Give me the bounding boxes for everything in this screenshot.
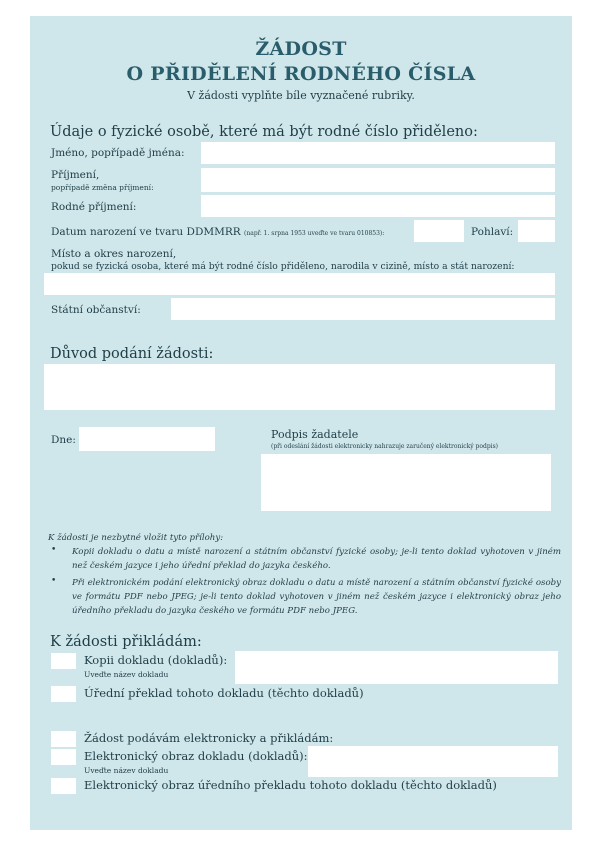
attach-heading: K žádosti přikládám: xyxy=(50,634,202,650)
date-field[interactable] xyxy=(79,427,215,451)
signature-label: Podpis žadatele xyxy=(271,428,359,441)
date-label: Dne: xyxy=(51,434,76,446)
bullet-dot: • xyxy=(51,545,57,555)
electronic-label: Žádost podávám elektronicky a přikládám: xyxy=(84,731,334,745)
surname-sublabel: popřípadě změna příjmení: xyxy=(51,183,154,192)
eimage-label: Elektronický obraz dokladu (dokladů): xyxy=(84,749,308,763)
citizenship-field[interactable] xyxy=(171,298,555,320)
translation-checkbox[interactable] xyxy=(51,686,76,702)
eimage-checkbox[interactable] xyxy=(51,749,76,765)
dob-field[interactable] xyxy=(414,220,464,242)
form-subtitle: V žádosti vyplňte bíle vyznačené rubriky. xyxy=(187,89,415,102)
person-section-heading: Údaje o fyzické osobě, které má být rodné číslo přiděleno: xyxy=(50,124,478,140)
dob-label: Datum narození ve tvaru DDMMRR (např. 1. srpna 1953 uveďte ve tvaru 010853): xyxy=(51,226,385,238)
attachment-bullet-2: Při elektronickém podání elektronický obraz dokladu o datu a místě narození a státním občanství fyzické osoby ve formátu PDF nebo JPEG; je-li tento doklad vyhotoven v jiném než českém jazyce i elektronický obraz jeho úředního překladu do jazyka českého ve formátu PDF nebo JPEG. xyxy=(72,578,561,616)
signature-hint: (při odeslání žádosti elektronicky nahrazuje zaručený elektronický podpis) xyxy=(271,443,499,450)
copy-document-name-field[interactable] xyxy=(235,651,558,684)
birthplace-label: Místo a okres narození, xyxy=(51,248,177,260)
attachments-intro: K žádosti je nezbytné vložit tyto přílohy: xyxy=(48,533,224,543)
etranslation-label: Elektronický obraz úředního překladu tohoto dokladu (těchto dokladů) xyxy=(84,778,497,792)
form-page xyxy=(30,16,572,830)
birthplace-field[interactable] xyxy=(44,273,555,295)
surname-field[interactable] xyxy=(201,168,555,192)
name-label: Jméno, popřípadě jména: xyxy=(51,147,185,159)
eimage-hint: Uveďte název dokladu xyxy=(84,766,169,775)
eimage-document-name-field[interactable] xyxy=(308,746,558,777)
electronic-checkbox[interactable] xyxy=(51,731,76,747)
form-title-line2: O PŘIDĚLENÍ RODNÉHO ČÍSLA xyxy=(126,63,476,85)
birth-surname-label: Rodné příjmení: xyxy=(51,201,137,213)
reason-field[interactable] xyxy=(44,364,555,410)
bullet-dot: • xyxy=(51,576,57,586)
copy-label: Kopii dokladu (dokladů): xyxy=(84,653,228,667)
form-title-line1: ŽÁDOST xyxy=(255,38,347,60)
name-field[interactable] xyxy=(201,142,555,164)
translation-label: Úřední překlad tohoto dokladu (těchto dokladů) xyxy=(84,686,364,700)
sex-field[interactable] xyxy=(518,220,555,242)
birthplace-sublabel: pokud se fyzická osoba, které má být rodné číslo přiděleno, narodila v cizině, místo a stát narození: xyxy=(51,261,515,272)
citizenship-label: Státní občanství: xyxy=(51,304,141,316)
surname-label: Příjmení, xyxy=(51,169,100,181)
reason-heading: Důvod podání žádosti: xyxy=(50,346,214,362)
copy-hint: Uveďte název dokladu xyxy=(84,670,169,679)
attachment-bullet-1: Kopii dokladu o datu a místě narození a státním občanství fyzické osoby; je-li tento doklad vyhotoven v jiném než českém jazyce i jeho úřední překlad do jazyka českého. xyxy=(72,547,561,571)
birth-surname-field[interactable] xyxy=(201,195,555,217)
etranslation-checkbox[interactable] xyxy=(51,778,76,794)
signature-field[interactable] xyxy=(261,454,551,511)
copy-checkbox[interactable] xyxy=(51,653,76,669)
sex-label: Pohlaví: xyxy=(471,226,514,238)
